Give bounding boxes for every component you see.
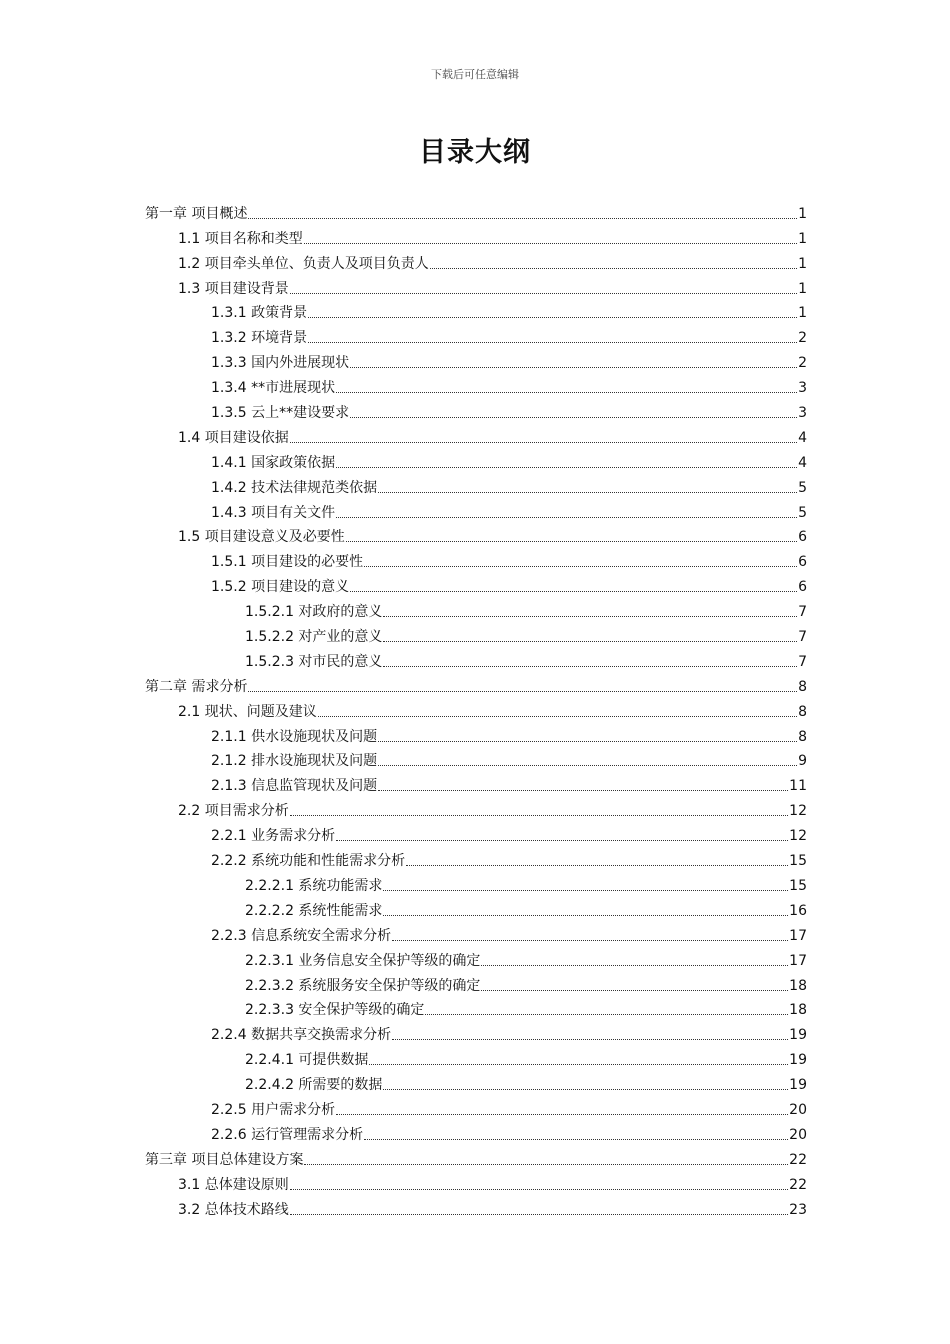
toc-entry-label: 2.2.4.2 所需要的数据: [245, 1077, 383, 1094]
toc-entry[interactable]: [145, 1194, 807, 1219]
toc-entry-page-number: 8: [798, 703, 807, 720]
toc-entry[interactable]: [145, 1169, 807, 1194]
toc-entry[interactable]: [145, 870, 807, 895]
toc-entry-page-number: 8: [798, 678, 807, 695]
toc-entry[interactable]: [145, 621, 807, 646]
toc-entry-page-number: 20: [789, 1126, 807, 1143]
toc-entry-page-number: 23: [789, 1201, 807, 1218]
toc-entry-page-number: 9: [798, 753, 807, 770]
toc-entry[interactable]: [145, 1069, 807, 1094]
document-title: 目录大纲: [419, 137, 531, 168]
toc-entry-label: 2.2.5 用户需求分析: [211, 1101, 336, 1118]
toc-entry[interactable]: [145, 571, 807, 596]
toc-entry-page-number: 1: [798, 305, 807, 322]
toc-entry[interactable]: [145, 596, 807, 621]
toc-dot-leader: [378, 741, 797, 742]
toc-dot-leader: [346, 541, 797, 542]
toc-entry[interactable]: [145, 1119, 807, 1144]
toc-entry-page-number: 5: [798, 479, 807, 496]
toc-entry-page-number: 8: [798, 728, 807, 745]
toc-dot-leader: [378, 790, 788, 791]
toc-entry[interactable]: [145, 746, 807, 771]
toc-dot-leader: [378, 492, 797, 493]
toc-entry[interactable]: [145, 248, 807, 273]
toc-entry-page-number: 19: [789, 1052, 807, 1069]
toc-entry-label: 1.5 项目建设意义及必要性: [178, 529, 345, 546]
toc-entry[interactable]: [145, 223, 807, 248]
toc-entry-page-number: 12: [789, 828, 807, 845]
toc-entry-page-number: 4: [798, 429, 807, 446]
toc-entry[interactable]: [145, 497, 807, 522]
toc-entry-label: 2.2.4.1 可提供数据: [245, 1052, 369, 1069]
toc-dot-leader: [336, 1114, 788, 1115]
toc-dot-leader: [290, 293, 797, 294]
toc-entry-page-number: 1: [798, 280, 807, 297]
toc-entry[interactable]: [145, 198, 807, 223]
toc-entry-label: 2.1 现状、问题及建议: [178, 703, 317, 720]
toc-dot-leader: [383, 890, 788, 891]
toc-entry-label: 1.3.3 国内外进展现状: [211, 355, 350, 372]
toc-dot-leader: [248, 691, 797, 692]
toc-entry[interactable]: [145, 1144, 807, 1169]
toc-dot-leader: [248, 218, 797, 219]
toc-entry[interactable]: [145, 995, 807, 1020]
toc-entry[interactable]: [145, 1019, 807, 1044]
toc-dot-leader: [392, 1039, 788, 1040]
toc-dot-leader: [481, 990, 788, 991]
toc-entry-label: 1.2 项目牵头单位、负责人及项目负责人: [178, 255, 429, 272]
toc-dot-leader: [425, 1014, 788, 1015]
toc-entry-page-number: 7: [798, 604, 807, 621]
toc-entry-label: 1.4.1 国家政策依据: [211, 454, 336, 471]
toc-entry-page-number: 4: [798, 454, 807, 471]
toc-entry[interactable]: [145, 472, 807, 497]
toc-entry-label: 1.4.3 项目有关文件: [211, 504, 336, 521]
toc-entry-page-number: 18: [789, 977, 807, 994]
toc-entry-label: 2.2.3 信息系统安全需求分析: [211, 927, 392, 944]
toc-entry-label: 2.2 项目需求分析: [178, 803, 289, 820]
toc-entry[interactable]: [145, 372, 807, 397]
toc-dot-leader: [336, 392, 797, 393]
toc-entry-label: 2.2.2 系统功能和性能需求分析: [211, 853, 406, 870]
toc-entry-page-number: 7: [798, 629, 807, 646]
toc-entry[interactable]: [145, 795, 807, 820]
table-of-contents: [145, 198, 807, 1219]
toc-entry[interactable]: [145, 1094, 807, 1119]
toc-dot-leader: [383, 915, 788, 916]
toc-dot-leader: [364, 566, 797, 567]
toc-entry[interactable]: [145, 895, 807, 920]
toc-entry-page-number: 3: [798, 405, 807, 422]
toc-entry[interactable]: [145, 845, 807, 870]
toc-dot-leader: [308, 342, 797, 343]
toc-entry-label: 1.3.4 **市进展现状: [211, 380, 336, 397]
toc-entry[interactable]: [145, 721, 807, 746]
toc-entry-page-number: 1: [798, 205, 807, 222]
toc-entry-page-number: 17: [789, 952, 807, 969]
toc-entry-label: 3.1 总体建设原则: [178, 1176, 289, 1193]
toc-dot-leader: [290, 442, 797, 443]
toc-entry-label: 1.3.5 云上**建设要求: [211, 405, 350, 422]
toc-entry-label: 2.2.2.2 系统性能需求: [245, 902, 383, 919]
toc-dot-leader: [308, 317, 797, 318]
toc-entry-page-number: 1: [798, 230, 807, 247]
toc-entry-label: 2.2.1 业务需求分析: [211, 828, 336, 845]
toc-entry-label: 1.3 项目建设背景: [178, 280, 289, 297]
toc-dot-leader: [383, 666, 797, 667]
toc-entry-label: 1.3.1 政策背景: [211, 305, 308, 322]
toc-entry-label: 1.5.2.2 对产业的意义: [245, 629, 383, 646]
toc-entry[interactable]: [145, 945, 807, 970]
toc-dot-leader: [364, 1139, 788, 1140]
toc-dot-leader: [318, 716, 797, 717]
toc-entry-page-number: 15: [789, 877, 807, 894]
toc-entry[interactable]: [145, 970, 807, 995]
toc-entry-label: 1.5.1 项目建设的必要性: [211, 554, 364, 571]
toc-entry[interactable]: [145, 646, 807, 671]
toc-entry-label: 2.2.3.1 业务信息安全保护等级的确定: [245, 952, 481, 969]
toc-dot-leader: [304, 1164, 788, 1165]
toc-entry-page-number: 7: [798, 653, 807, 670]
toc-dot-leader: [350, 591, 797, 592]
toc-entry[interactable]: [145, 546, 807, 571]
toc-entry-label: 2.2.3.2 系统服务安全保护等级的确定: [245, 977, 481, 994]
toc-dot-leader: [378, 765, 797, 766]
toc-entry-label: 1.4.2 技术法律规范类依据: [211, 479, 378, 496]
toc-entry[interactable]: [145, 770, 807, 795]
toc-entry-label: 1.1 项目名称和类型: [178, 230, 303, 247]
toc-dot-leader: [430, 268, 797, 269]
toc-dot-leader: [383, 641, 797, 642]
toc-dot-leader: [290, 1189, 788, 1190]
toc-entry-label: 1.5.2 项目建设的意义: [211, 579, 350, 596]
toc-entry-label: 2.2.3.3 安全保护等级的确定: [245, 1002, 425, 1019]
toc-entry-page-number: 6: [798, 579, 807, 596]
toc-entry-label: 2.2.2.1 系统功能需求: [245, 877, 383, 894]
toc-entry-label: 1.4 项目建设依据: [178, 429, 289, 446]
toc-entry[interactable]: [145, 820, 807, 845]
toc-entry[interactable]: [145, 273, 807, 298]
toc-entry-label: 2.1.1 供水设施现状及问题: [211, 728, 378, 745]
toc-entry-page-number: 6: [798, 554, 807, 571]
toc-entry-page-number: 22: [789, 1151, 807, 1168]
toc-entry-page-number: 18: [789, 1002, 807, 1019]
toc-entry-label: 3.2 总体技术路线: [178, 1201, 289, 1218]
toc-entry-page-number: 19: [789, 1027, 807, 1044]
toc-entry[interactable]: [145, 920, 807, 945]
toc-dot-leader: [406, 865, 788, 866]
toc-dot-leader: [304, 243, 797, 244]
toc-entry-page-number: 2: [798, 330, 807, 347]
toc-entry-page-number: 19: [789, 1077, 807, 1094]
toc-dot-leader: [336, 467, 797, 468]
toc-dot-leader: [290, 1214, 788, 1215]
toc-entry-label: 第三章 项目总体建设方案: [145, 1151, 304, 1168]
toc-entry[interactable]: [145, 1044, 807, 1069]
toc-dot-leader: [336, 840, 788, 841]
toc-entry[interactable]: [145, 397, 807, 422]
toc-entry-label: 2.1.2 排水设施现状及问题: [211, 753, 378, 770]
toc-entry-label: 1.5.2.1 对政府的意义: [245, 604, 383, 621]
toc-entry-label: 2.2.6 运行管理需求分析: [211, 1126, 364, 1143]
page-header-note: 下载后可任意编辑: [431, 68, 519, 81]
toc-entry-label: 第二章 需求分析: [145, 678, 248, 695]
toc-entry-label: 2.2.4 数据共享交换需求分析: [211, 1027, 392, 1044]
toc-entry-page-number: 5: [798, 504, 807, 521]
toc-dot-leader: [350, 367, 797, 368]
toc-entry-label: 第一章 项目概述: [145, 205, 248, 222]
toc-entry[interactable]: [145, 696, 807, 721]
toc-dot-leader: [481, 965, 788, 966]
toc-entry-page-number: 2: [798, 355, 807, 372]
toc-dot-leader: [336, 517, 797, 518]
toc-entry-label: 1.3.2 环境背景: [211, 330, 308, 347]
toc-entry-page-number: 20: [789, 1101, 807, 1118]
toc-dot-leader: [290, 815, 788, 816]
toc-entry[interactable]: [145, 671, 807, 696]
toc-entry-page-number: 12: [789, 803, 807, 820]
toc-entry[interactable]: [145, 422, 807, 447]
toc-entry-page-number: 17: [789, 927, 807, 944]
toc-dot-leader: [369, 1064, 788, 1065]
toc-entry[interactable]: [145, 322, 807, 347]
toc-dot-leader: [392, 940, 788, 941]
toc-entry-page-number: 15: [789, 853, 807, 870]
toc-entry-page-number: 22: [789, 1176, 807, 1193]
toc-entry[interactable]: [145, 347, 807, 372]
toc-dot-leader: [383, 1089, 788, 1090]
toc-entry-label: 1.5.2.3 对市民的意义: [245, 653, 383, 670]
toc-dot-leader: [383, 616, 797, 617]
toc-entry-page-number: 3: [798, 380, 807, 397]
toc-entry-page-number: 1: [798, 255, 807, 272]
toc-entry-page-number: 11: [789, 778, 807, 795]
toc-entry-page-number: 16: [789, 902, 807, 919]
toc-dot-leader: [350, 417, 797, 418]
toc-entry[interactable]: [145, 522, 807, 547]
toc-entry-page-number: 6: [798, 529, 807, 546]
toc-entry[interactable]: [145, 447, 807, 472]
toc-entry[interactable]: [145, 298, 807, 323]
toc-entry-label: 2.1.3 信息监管现状及问题: [211, 778, 378, 795]
